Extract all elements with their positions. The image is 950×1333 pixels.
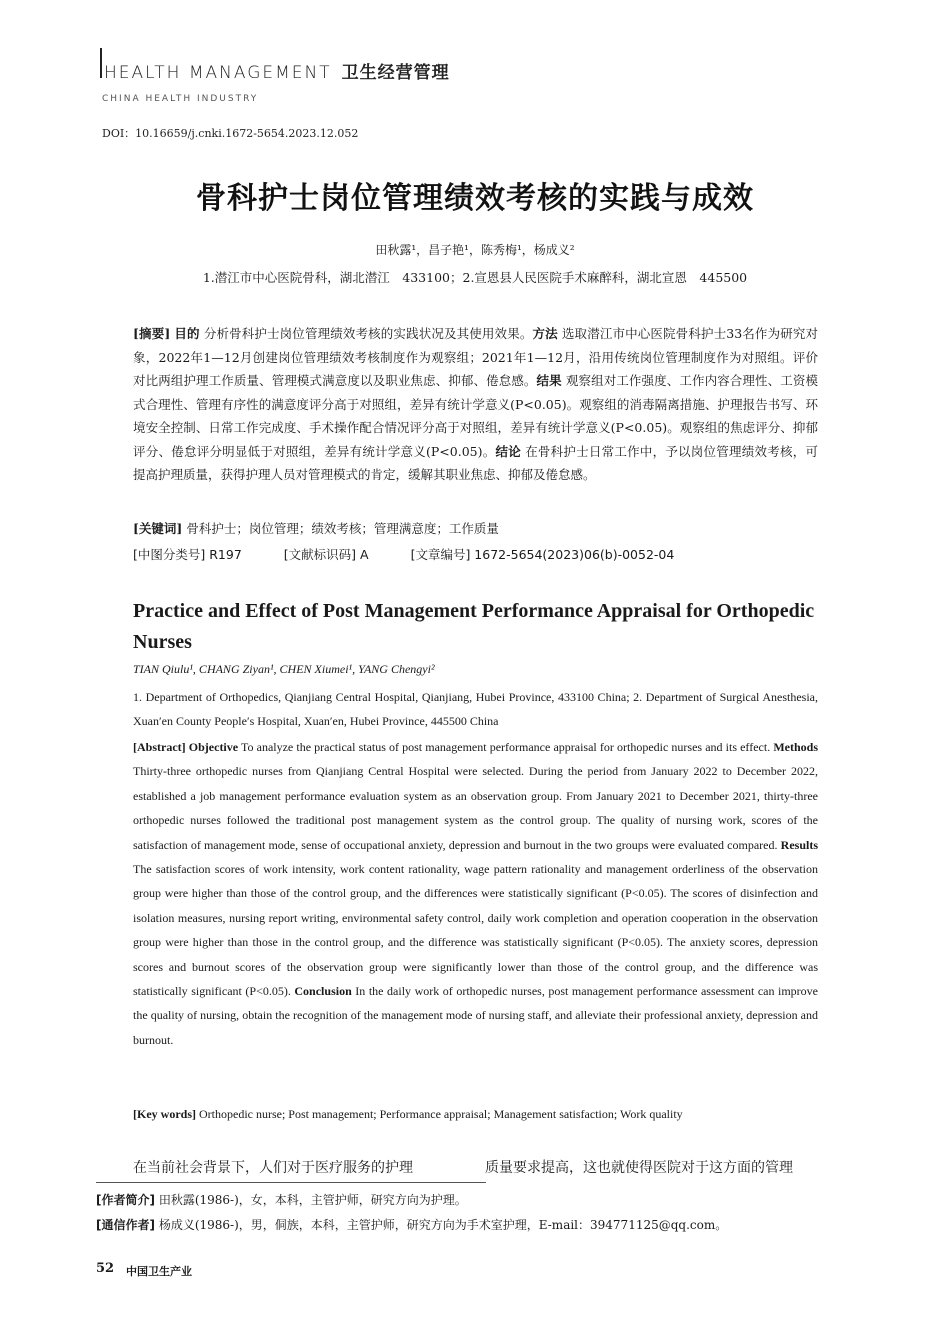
keywords-cn-label: [关键词]: [133, 521, 183, 536]
results-label: 结果: [536, 373, 562, 388]
author-note: [96, 1191, 467, 1208]
abstract-en: [133, 735, 818, 1052]
page-number: 52: [96, 1261, 115, 1276]
conclusion-en-label: Conclusion: [294, 984, 352, 999]
page-title: 骨科护士岗位管理绩效考核的实践与成效: [196, 181, 754, 216]
keywords-cn-text: 骨科护士；岗位管理；绩效考核；管理满意度；工作质量: [186, 521, 499, 536]
corresponding-label: [通信作者]: [96, 1218, 155, 1232]
header-bar: [100, 48, 102, 78]
conclusion-en-text: In the daily work of orthopedic nurses, post management performance assessment can improve the quality of nursing, obtain the recognition of the management mode of nursing staff, and alleviate their professional anxiety, depression and burnout.: [133, 984, 819, 1047]
objective-text: 分析骨科护士岗位管理绩效考核的实践状况及其使用效果。: [203, 326, 533, 341]
clc-code: [中图分类号] R197: [133, 547, 242, 562]
corresponding-text: 杨成义(1986-)，男，侗族，本科，主管护师，研究方向为手术室护理，E-mail：394771125@qq.com。: [158, 1218, 728, 1232]
results-text: 观察组对工作强度、工作内容合理性、工资模式合理性、管理有序性的满意度评分高于对照组，差异有统计学意义(P<0.05)。观察组的消毒隔离措施、护理报告书写、环境安全控制、日常工作完成度、手术操作配合情况评分高于对照组，差异有统计学意义(P<0.05)。观察组的焦虑评分、抑郁评分、倦怠评分明显低于对照组，差异有统计学意义(P<0.05)。: [133, 373, 818, 459]
objective-en-label: Objective: [188, 740, 239, 754]
brand-en: HEALTH MANAGEMENT: [104, 63, 332, 83]
doi: DOI：10.16659/j.cnki.1672-5654.2023.12.052: [102, 127, 359, 140]
methods-en-text: Thirty-three orthopedic nurses from Qianjiang Central Hospital were selected. During the period from January 2022 to December 2022, established a job management performance evaluation system as an observation group. From January 2021 to December 2021, thirty-three orthopedic nurses followed the traditional post management system as the control group. The quality of nursing work, scores of the satisfaction of management mode, sense of occupational anxiety, depression and burnout in the two groups were evaluated compared.: [133, 764, 818, 852]
conclusion-label: 结论: [495, 443, 521, 459]
sub-brand: CHINA HEALTH INDUSTRY: [102, 94, 259, 104]
intro-left: 在当前社会背景下，人们对于医疗服务的护理: [133, 1160, 413, 1176]
journal-name: 中国卫生产业: [126, 1265, 192, 1278]
doc-code: [文献标识码] A: [283, 547, 369, 562]
intro-right: 质量要求提高，这也就使得医院对于这方面的管理: [485, 1160, 793, 1176]
author-note-label: [作者简介]: [96, 1193, 155, 1207]
methods-label: 方法: [532, 326, 558, 341]
authors-en: TIAN Qiulu¹, CHANG Ziyan¹, CHEN Xiumei¹, YANG Chengyi²: [133, 662, 435, 676]
affiliation-cn: 1.潜江市中心医院骨科，湖北潜江 433100；2.宣恩县人民医院手术麻醉科，湖北宣恩 445500: [202, 270, 748, 285]
keywords-cn: [133, 519, 818, 537]
journal-brand: [104, 58, 450, 83]
objective-label: 目的: [174, 326, 200, 341]
abstract-cn: [133, 322, 818, 487]
classification-line: [133, 545, 818, 563]
methods-text: 选取潜江市中心医院骨科护士33名作为研究对象，2022年1—12月创建岗位管理绩效考核制度作为观察组；2021年1—12月，沿用传统岗位管理制度作为对照组。评价对比两组护理工作质量、管理模式满意度以及职业焦虑、抑郁、倦怠感。: [133, 326, 818, 388]
abstract-cn-label: [摘要]: [133, 326, 171, 341]
keywords-en: [133, 1107, 818, 1122]
objective-en-text: To analyze the practical status of post management performance appraisal for orthopedic nurses and its effect.: [241, 740, 771, 754]
author-note-text: 田秋露(1986-)，女，本科，主管护师，研究方向为护理。: [158, 1193, 467, 1207]
results-en-label: Results: [780, 837, 819, 852]
intro-line: [133, 1157, 853, 1177]
keywords-en-text: Orthopedic nurse; Post management; Performance appraisal; Management satisfaction; Work quality: [199, 1107, 683, 1121]
abstract-en-label: [Abstract]: [133, 740, 186, 754]
results-en-text: The satisfaction scores of work intensity, work content rationality, wage pattern rationality and management orderliness of the observation group were higher than those of the control group, and the differences were statistically significant (P<0.05). The scores of disinfection and isolation measures, nursing report writing, environmental safety control, daily work completion and operation cooperation in the observation group were higher than those in the control group, and the difference was statistically significant (P<0.05). The anxiety scores, depression scores and burnout scores of the observation group were significantly lower than those of the control group, and the difference was statistically significant (P<0.05).: [133, 862, 818, 999]
title-en: Practice and Effect of Post Management Performance Appraisal for Orthopedic Nurses: [133, 600, 815, 653]
corresponding-note: [96, 1216, 727, 1233]
brand-cn: 卫生经营管理: [341, 63, 450, 83]
footnote-divider: [96, 1182, 486, 1183]
keywords-en-label: [Key words]: [133, 1107, 196, 1121]
conclusion-text: 在骨科护士日常工作中，予以岗位管理绩效考核，可提高护理质量，获得护理人员对管理模式的肯定，缓解其职业焦虑、抑郁及倦怠感。: [133, 443, 818, 482]
authors-cn: 田秋露¹，昌子艳¹，陈秀梅¹，杨成义²: [375, 243, 575, 257]
methods-en-label: Methods: [773, 740, 818, 754]
article-number: [文章编号] 1672-5654(2023)06(b)-0052-04: [410, 547, 675, 562]
affiliation-en: 1. Department of Orthopedics, Qianjiang Central Hospital, Qianjiang, Hubei Province, 433100 China; 2. Department of Surgical Anesthesia, Xuan′en County People′s Hospital, Xuan′en, Hubei Province, 445500 China: [133, 690, 818, 728]
